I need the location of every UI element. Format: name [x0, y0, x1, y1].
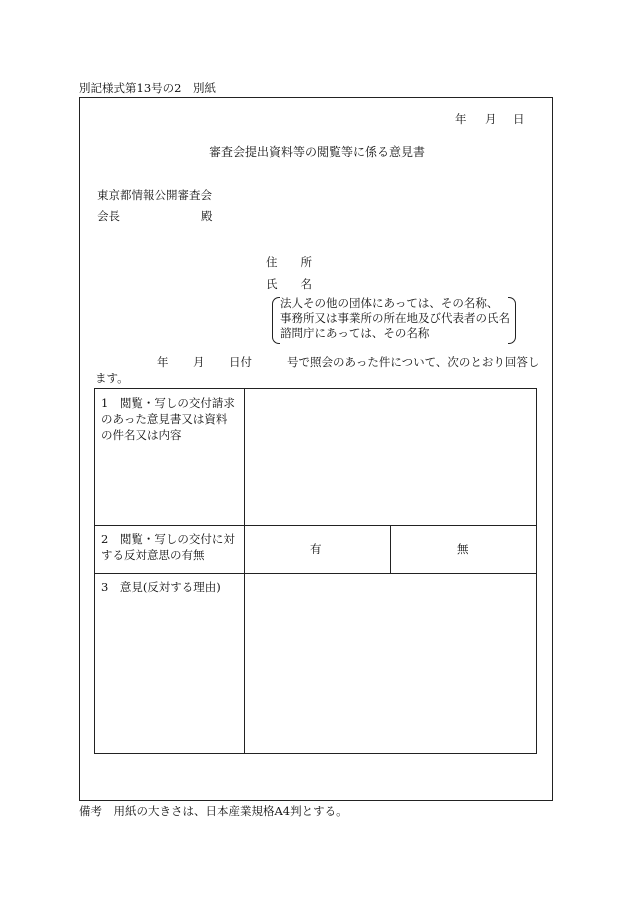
row2-no-option[interactable]: 無 [457, 542, 469, 556]
body-continuation: 号で照会のあった件について、次のとおり回答し [287, 355, 540, 369]
sender-note-line-3: 諮問庁にあっては、その名称 [280, 326, 430, 340]
row2-yes-option[interactable]: 有 [310, 542, 322, 556]
form-number: 別記様式第13号の2 別紙 [79, 81, 216, 95]
row1-label-line-1: 1 閲覧・写しの交付請求 [101, 396, 235, 410]
date-year: 年 [455, 112, 467, 126]
row2-label-line-1: 2 閲覧・写しの交付に対 [101, 532, 235, 546]
row1-label-line-2: のあった意見書又は資料 [101, 412, 228, 426]
sender-note-line-1: 法人その他の団体にあっては、その名称、 [280, 296, 499, 310]
sender-address-label: 住 所 [266, 255, 312, 269]
sender-note-line-2: 事務所又は事業所の所在地及び代表者の氏名 [280, 311, 510, 325]
footnote: 備考 用紙の大きさは、日本産業規格A4判とする。 [79, 804, 348, 818]
body-end: ます。 [95, 371, 129, 385]
sender-name-label: 氏 名 [266, 277, 312, 291]
date-day: 日 [513, 112, 525, 126]
date-month: 月 [485, 112, 497, 126]
response-table [94, 388, 537, 754]
body-year: 年 [157, 355, 169, 369]
row2-label-line-2: する反対意思の有無 [101, 548, 205, 562]
document-title: 審査会提出資料等の閲覧等に係る意見書 [209, 145, 426, 159]
table-row-divider-1 [95, 525, 536, 526]
row1-label-line-3: の件名又は内容 [101, 428, 182, 442]
addressee-honorific: 殿 [201, 209, 213, 223]
table-yes-no-divider [390, 525, 391, 573]
body-day: 日付 [229, 355, 252, 369]
addressee-chair: 会長 [97, 209, 120, 223]
row3-label: 3 意見(反対する理由) [101, 580, 221, 594]
addressee-org: 東京都情報公開審査会 [97, 188, 212, 202]
body-month: 月 [193, 355, 205, 369]
note-left-bracket [272, 297, 280, 344]
table-column-divider [244, 389, 245, 753]
table-row-divider-2 [95, 573, 536, 574]
